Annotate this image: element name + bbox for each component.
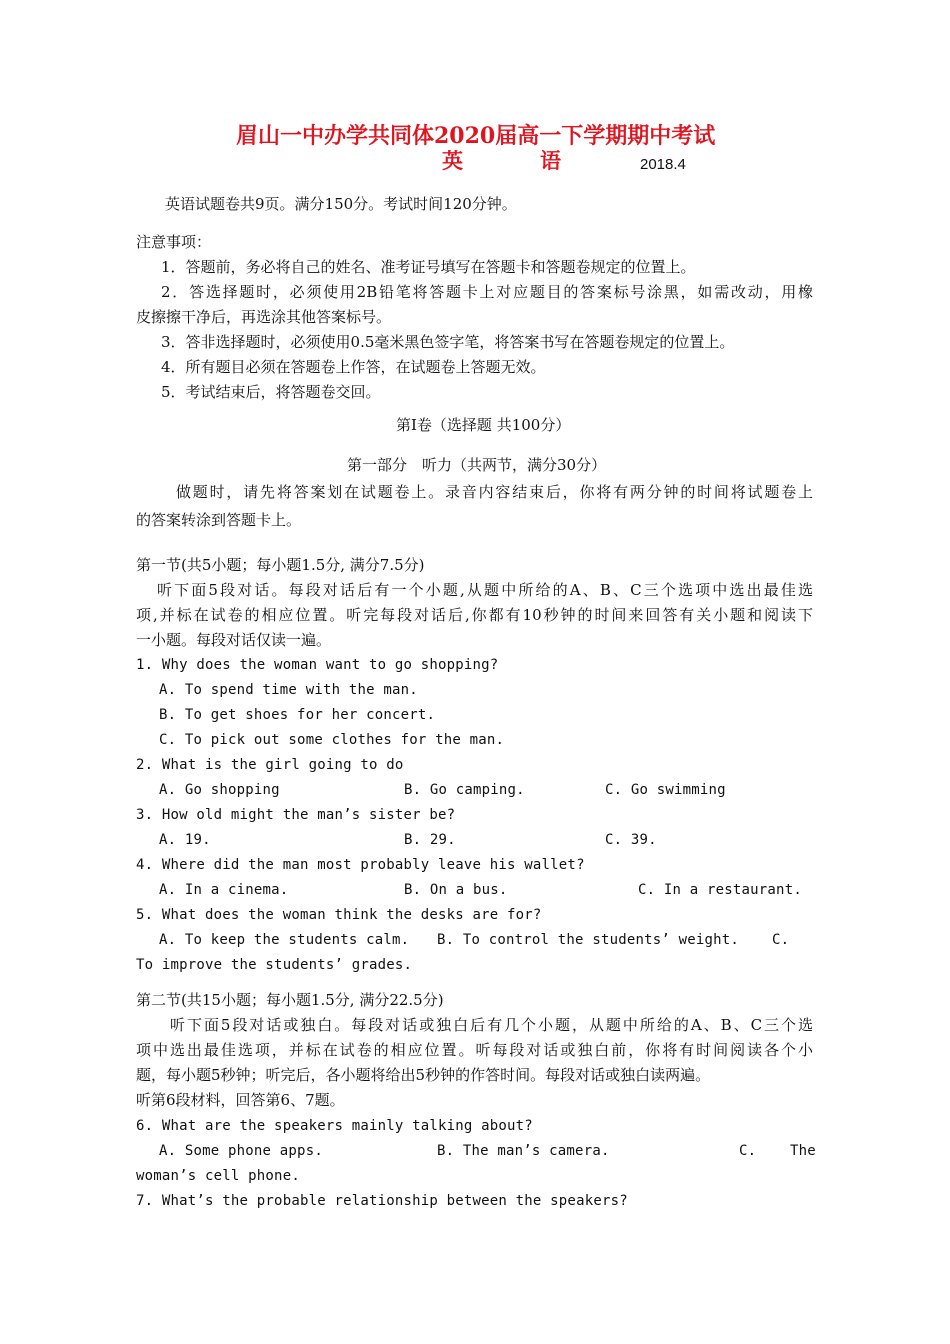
question-2-stem: 2. What is the girl going to do: [136, 757, 404, 773]
question-1-option-b: B. To get shoes for her concert.: [159, 707, 436, 723]
question-5-option-a: A. To keep the students calm.: [159, 932, 410, 948]
notice-item-2-cont: 皮擦擦干净后，再选涂其他答案标号。: [136, 308, 392, 326]
notice-item-1: 1．答题前，务必将自己的姓名、准考证号填写在答题卡和答题卷规定的位置上。: [161, 258, 696, 276]
question-5-option-b: B. To control the students’ weight.: [437, 932, 740, 948]
part-intro-line-2: 的答案转涂到答题卡上。: [136, 511, 302, 529]
section1-heading: 第一节(共5小题；每小题1.5分, 满分7.5分): [136, 556, 425, 574]
question-1-option-a: A. To spend time with the man.: [159, 682, 418, 698]
question-4-option-c: C. In a restaurant.: [638, 882, 802, 898]
volume-title: 第Ⅰ卷（选择题 共100分）: [396, 416, 571, 434]
section1-instructions-3: 一小题。每段对话仅读一遍。: [136, 631, 332, 649]
subject-char-1: 英: [442, 148, 465, 173]
section2-instructions-1: 听下面5段对话或独白。每段对话或独白后有几个小题，从题中所给的A、B、C三个选: [170, 1016, 813, 1034]
question-2-option-a: A. Go shopping: [159, 782, 280, 798]
exam-date: 2018.4: [640, 156, 686, 173]
notice-item-4: 4．所有题目必须在答题卷上作答，在试题卷上答题无效。: [161, 358, 546, 376]
section2-heading: 第二节(共15小题；每小题1.5分, 满分22.5分): [136, 991, 444, 1009]
question-7-stem: 7. What’s the probable relationship between the speakers?: [136, 1193, 628, 1209]
question-3-option-a: A. 19.: [159, 832, 211, 848]
exam-title: 眉山一中办学共同体2020届高一下学期期中考试: [236, 123, 716, 149]
question-2-option-b: B. Go camping.: [404, 782, 525, 798]
section2-instructions-3: 题，每小题5秒钟；听完后，各小题将给出5秒钟的作答时间。每段对话或独白读两遍。: [136, 1066, 711, 1084]
part-title: 第一部分 听力（共两节，满分30分）: [347, 456, 607, 474]
question-4-option-b: B. On a bus.: [404, 882, 508, 898]
question-3-stem: 3. How old might the man’s sister be?: [136, 807, 456, 823]
subject-char-2: 语: [540, 148, 563, 173]
notice-item-2: 2．答选择题时，必须使用2B铅笔将答题卡上对应题目的答案标号涂黑，如需改动，用橡: [161, 283, 813, 301]
question-6-option-c-the: The: [790, 1143, 816, 1159]
question-5-option-c-text: To improve the students’ grades.: [136, 957, 413, 973]
question-5-option-c-letter: C.: [772, 932, 790, 948]
question-3-option-b: B. 29.: [404, 832, 456, 848]
question-1-option-c: C. To pick out some clothes for the man.: [159, 732, 505, 748]
question-3-option-c: C. 39.: [605, 832, 657, 848]
notice-heading: 注意事项：: [136, 233, 212, 251]
question-4-option-a: A. In a cinema.: [159, 882, 289, 898]
section2-material-6: 听第6段材料，回答第6、7题。: [136, 1091, 345, 1109]
question-5-stem: 5. What does the woman think the desks are for?: [136, 907, 542, 923]
section1-instructions-1: 听下面5段对话。每段对话后有一个小题,从题中所给的A、B、C三个选项中选出最佳选: [157, 581, 813, 599]
question-6-option-b: B. The man’s camera.: [437, 1143, 610, 1159]
notice-item-3: 3．答非选择题时，必须使用0.5毫米黑色签字笔，将答案书写在答题卷规定的位置上。: [161, 333, 735, 351]
question-2-option-c: C. Go swimming: [605, 782, 726, 798]
question-4-stem: 4. Where did the man most probably leave his wallet?: [136, 857, 585, 873]
part-intro-line-1: 做题时，请先将答案划在试题卷上。录音内容结束后，你将有两分钟的时间将试题卷上: [176, 483, 813, 501]
question-6-stem: 6. What are the speakers mainly talking about?: [136, 1118, 533, 1134]
section1-instructions-2: 项,并标在试卷的相应位置。听完每段对话后,你都有10秒钟的时间来回答有关小题和阅读下: [136, 606, 813, 624]
notice-item-5: 5．考试结束后，将答题卷交回。: [161, 383, 381, 401]
question-6-option-c-letter: C.: [739, 1143, 757, 1159]
exam-intro: 英语试题卷共9页。满分150分。考试时间120分钟。: [165, 195, 517, 213]
section2-instructions-2: 项中选出最佳选项，并标在试卷的相应位置。听每段对话或独白前，你将有时间阅读各个小: [136, 1041, 813, 1059]
question-6-option-a: A. Some phone apps.: [159, 1143, 323, 1159]
question-6-option-c-text: woman’s cell phone.: [136, 1168, 300, 1184]
question-1-stem: 1. Why does the woman want to go shopping?: [136, 657, 499, 673]
